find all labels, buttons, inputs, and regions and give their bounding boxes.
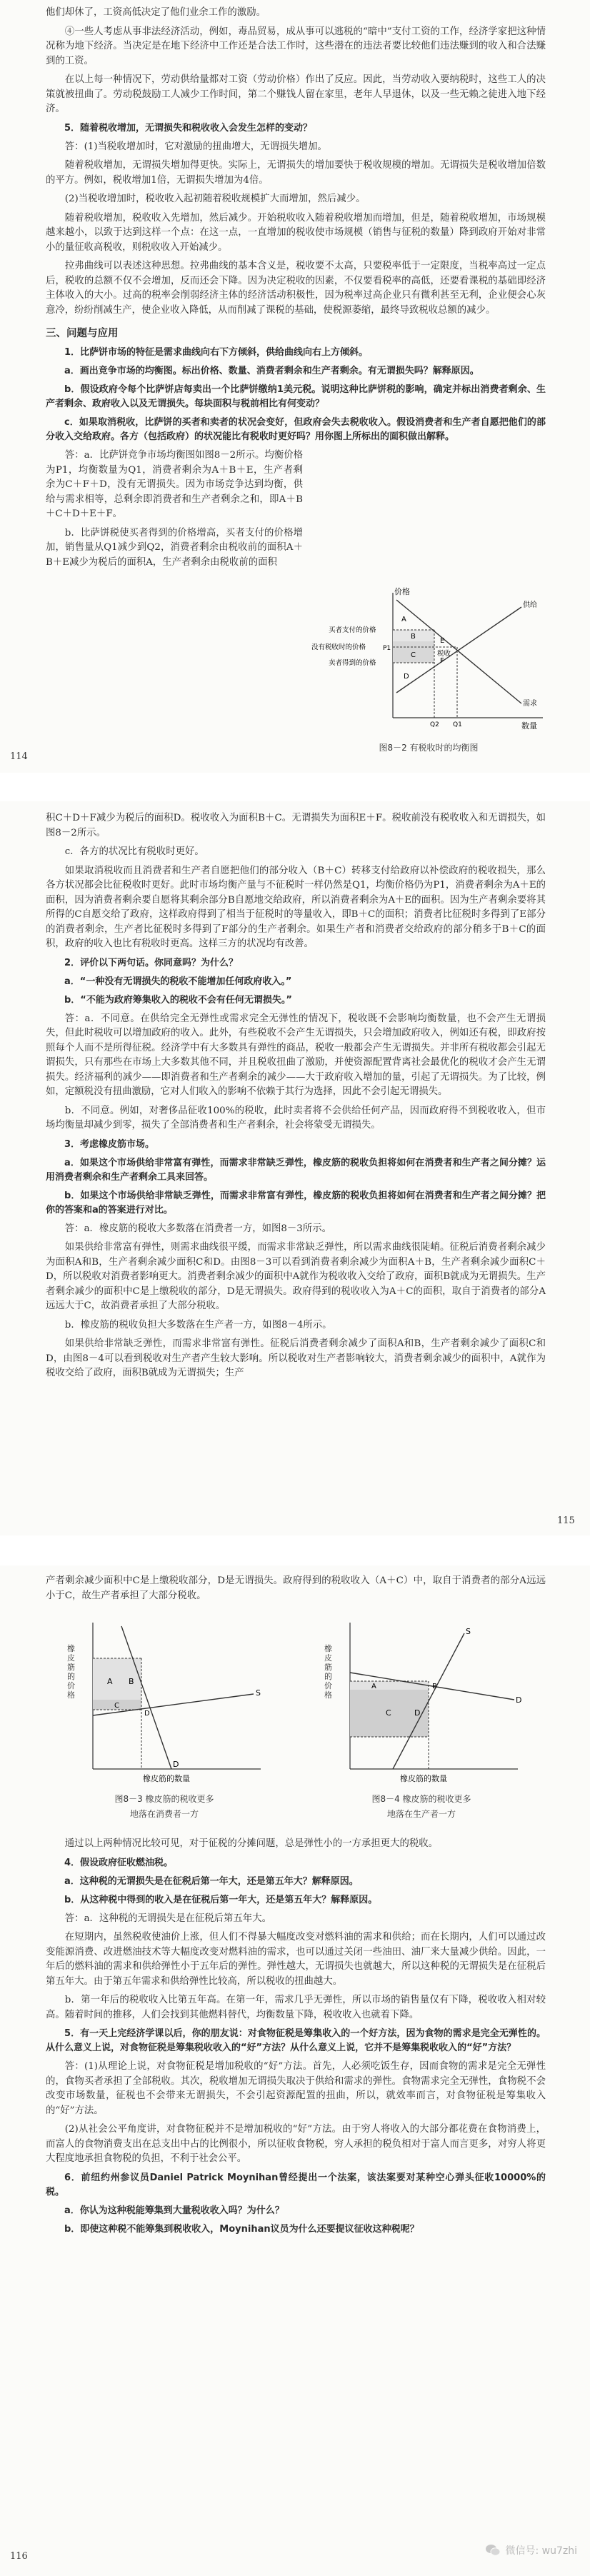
paragraph: 积C＋D＋F减少为税后的面积D。税收收入为面积B＋C。无谓损失为面积E＋F。税收前没有税收收入和无谓损失，如图8－2所示。: [46, 813, 546, 838]
paragraph: 产者剩余减少面积中C是上缴税收部分，D是无谓损失。政府得到的税收收入（A＋C）中，取自于消费者的部分A远远小于C，故生产者承担了大部分税收。: [46, 1575, 546, 1601]
figure-caption: 地落在生产者一方: [386, 1809, 456, 1819]
figure-8-2-svg: [307, 586, 550, 736]
answer-paragraph: 答：a．这种税的无谓损失是在征税后第五年大。: [64, 1913, 271, 1924]
question-part: a．如果这个市场供给非常富有弹性，而需求非常缺乏弹性，橡皮筋的税收负担将如何在消费者和生产者之间分摊？运用消费者剩余和生产者剩余工具来回答。: [46, 1157, 546, 1183]
paragraph: 通过以上两种情况比较可见，对于征税的分摊问题，总是弹性小的一方承担更大的税收。: [64, 1838, 439, 1849]
area-label-b: B: [432, 1683, 437, 1690]
area-label-a: A: [107, 1677, 113, 1686]
no-tax-price-label: 没有税收时的价格: [311, 643, 366, 651]
page-115: [0, 801, 590, 1535]
answer-paragraph: 答：a．不同意。在供给完全无弹性或需求完全无弹性的情况下，税收既不会影响均衡数量，也不会产生无谓损失，但此时税收可以增加政府的收入。此外，有些税收不会产生无谓损失，只会增加政府收入，例如还有税，即政府按照每个人而不是所得征税。经济学中有大多数具有弹性的商品，税收一般都会产生无谓损失。并非所有税收都会引起无谓损失，只有那些在市场上大多数其他不同，并且税收扭曲了激励，并使资源配置背离社会最优化的税收才会产生无谓损失。经济福利的减少——即消费者和生产者剩余的减少——大于政府收入增加的量，引起了无谓损失。为了比较，例如，定额税没有扭曲激励，它对人们收入的影响不依赖于其行为选择，因此不会引起无谓损失。: [46, 1013, 546, 1097]
question-title: 3．考虑橡皮筋市场。: [64, 1138, 155, 1150]
page-116: [0, 1565, 590, 2576]
figure-8-4-svg: [314, 1615, 529, 1787]
paragraph: ④一些人考虑从事非法经济活动，例如，毒品贸易，成从事可以逃税的“暗中”支付工资的工作，经济学家把这种情况称为地下经济。当决定是在地下经济中工作还是合法工作时，这些潜在的违法者要比较他们违法赚到的收入和合法赚到的工资。: [46, 26, 546, 66]
area-label: C: [411, 651, 416, 659]
area-label-c: C: [386, 1708, 391, 1718]
y-axis-label: 价格: [394, 587, 410, 596]
area-A-fill: [93, 1658, 141, 1700]
answer-paragraph: 答：a．比萨饼竞争市场均衡图如图8－2所示。均衡价格为P1，均衡数量为Q1，消费者剩余为A＋B＋E，生产者剩余为C＋F＋D，没有无谓损失。因为市场竞争达到均衡，供给与需求相等，总剩余即消费者和生产者剩余之和，即A＋B＋C＋D＋E＋F。: [46, 450, 303, 519]
wechat-icon: [485, 2544, 501, 2557]
figure-8-3: [57, 1615, 271, 1823]
p1-label: P1: [383, 645, 391, 652]
section-heading: 三、问题与应用: [46, 328, 119, 339]
area-label-d: D: [414, 1708, 421, 1718]
answer-paragraph: 在短期内，虽然税收使油价上涨，但人们不得暴大幅度改变对燃料油的需求和供给；而在长期内，人们可以通过改变能源消费、改进燃油技术等大幅度改变对燃料油的需求，也可以通过关闭一些油田、油厂来大量减少供给。因此，一年后的燃料油的需求和供给弹性小于五年后的弹性。弹性越大，无谓损失也就越大，所以这种税的无谓损失是在征税后第五年大。由于第五年需求和供给弹性比较高，所以税收的扭曲越大。: [46, 1932, 546, 1987]
buyers-price-label: 买者支付的价格: [329, 626, 376, 634]
q2-label: Q2: [430, 721, 439, 728]
question-title: 6．前纽约州参议员Daniel Patrick Moynihan曾经提出一个法案，该法案要对某种空心弹头征收10000%的税。: [46, 2172, 546, 2197]
area-label-c: C: [114, 1702, 119, 1710]
answer-paragraph: 答：a．橡皮筋的税收大多数落在消费者一方，如图8－3所示。: [64, 1223, 331, 1234]
x-axis-label: 橡皮筋的数量: [400, 1774, 447, 1783]
area-label: F: [440, 657, 444, 665]
page-gap: [0, 1535, 590, 1565]
question-part: b．“不能为政府筹集收入的税收不会有任何无谓损失。”: [64, 994, 292, 1006]
y-axis-label: 橡皮筋的价格: [67, 1644, 75, 1700]
question-part: a．画出竞争市场的均衡图。标出价格、数量、消费者剩余和生产者剩余。有无谓损失吗？解释原因。: [64, 366, 479, 376]
area-label-d: D: [144, 1710, 150, 1718]
paragraph: 他们却休了，工资高低决定了他们业余工作的激励。: [46, 7, 266, 18]
area-label-a: A: [371, 1683, 376, 1690]
question-part: b．从这种税中得到的收入是在征税后第一年大，还是第五年大？解释原因。: [64, 1894, 378, 1905]
paragraph: c．各方的状况比有税收时更好。: [64, 846, 204, 857]
figure-caption: 图8－3 橡皮筋的税收更多: [114, 1794, 214, 1804]
x-axis-label: 橡皮筋的数量: [143, 1774, 190, 1783]
answer-paragraph: 答：(1)当税收增加时，它对激励的扭曲增大，无谓损失增加。: [64, 141, 327, 152]
question-part: b．假设政府令每个比萨饼店每卖出一个比萨饼缴纳1美元税。说明这种比萨饼税的影响，确定并标出消费者剩余、生产者剩余、政府收入以及无谓损失。每块面积与税前相比有何变动？: [46, 384, 546, 409]
y-axis-label: 橡皮筋的价格: [324, 1644, 332, 1700]
figure-8-2: [307, 586, 550, 753]
wechat-watermark: [485, 2543, 577, 2557]
figure-caption: 地落在消费者一方: [129, 1809, 199, 1819]
answer-paragraph: (2)当税收增加时，税收收入起初随着税收规模扩大而增加，然后减少。: [64, 194, 366, 204]
q1-label: Q1: [453, 721, 462, 728]
tax-label: 税收: [437, 650, 451, 658]
question-title: 1．比萨饼市场的特征是需求曲线向右下方倾斜，供给曲线向右上方倾斜。: [64, 347, 369, 358]
answer-paragraph: b．比萨饼税使买者得到的价格增高，买者支付的价格增加，销售量从Q1减少到Q2，消费者剩余由税收前的面积A＋B＋E减少为税后的面积A，生产者剩余由税收前的面积: [46, 527, 303, 568]
answer-paragraph: 拉弗曲线可以表述这种思想。拉弗曲线的基本含义是，税收要不太高，只要税率低于一定限度，当税率高过一定点后，税收的总额不仅不会增加，反而还会下降。因为决定税收的因素，不仅要看税率的高低，还要看课税的基础即经济主体收入的大小。过高的税率会削弱经济主体的经济活动积极性，因为税率过高企业只有微利甚至无利，企业便会心灰意冷，纷纷削减生产，使企业收入降低，从而削减了课税的基础，使税源萎缩，最终导致税收总额的减少。: [46, 261, 546, 316]
answer-paragraph: 答：(1)从理论上说，对食物征税是增加税收的“好”方法。首先，人必须吃饭生存，因而食物的需求是完全无弹性的，食物买者承担了全部税收。其次，税收增加无谓损失取决于供给和需求的弹性。食物需求完全无弹性，食物税不会改变市场数量，征税也不会带来无谓损失，不会引起资源配置的扭曲，所以，就效率而言，对食物征税是筹集收入的“好”方法。: [46, 2061, 546, 2116]
answer-paragraph: 如果供给非常缺乏弹性，而需求非常富有弹性。征税后消费者剩余减少了面积A和B，生产者剩余减少了面积C和D，由图8－4可以看到税收对生产者产生较大影响。所以税收对生产者影响较大，消费者剩余减少的面积中，A就作为税收交给了政府，面积B就成为无谓损失；生产: [46, 1338, 546, 1378]
figure-caption: 图8－4 橡皮筋的税收更多: [371, 1794, 471, 1804]
question-part: c．如果取消税收，比萨饼的买者和卖者的状况会变好，但政府会失去税收收入。假设消费者和生产者自愿把他们的部分收入交给政府。各方（包括政府）的状况能比有税收时更好吗？用你图上所标出的面积做出解释。: [46, 417, 546, 442]
paragraph: 如果取消税收而且消费者和生产者自愿把他们的部分收入（B＋C）转移支付给政府以补偿政府的税收损失，那么各方状况都会比征税收时更好。此时市场均衡产量与不征税时一样仍然是Q1，均衡价格仍为P1，消费者剩余为A＋E的面积，因为消费者剩余要自愿将其剩余部分B自愿地交给政府，所以消费者剩余为A＋E的面积。因为生产者剩余要将其所得的C自愿交给了政府，这样政府得到了相当于征税时的等量收入，即B＋C的面积；消费者比征税时多得到了E部分的消费者剩余，生产者比征税时多得到了F部分的生产者剩余。如果生产者和消费者交给政府的部分稍多于B＋C的面积，政府的收入也比有税收时更高。这样三方的状况均有改善。: [46, 865, 546, 949]
supply-label: S: [256, 1688, 261, 1698]
page-number: 115: [557, 1515, 575, 1526]
page-114: [0, 0, 590, 773]
answer-paragraph: b．橡皮筋的税收负担大多数落在生产者一方，如图8－4所示。: [64, 1319, 332, 1330]
demand-label: D: [173, 1760, 179, 1769]
area-label: A: [401, 616, 406, 623]
paragraph: 在以上每一种情况下，劳动供给量都对工资（劳动价格）作出了反应。因此，当劳动收入要纳税时，这些工人的决策就被扭曲了。劳动税鼓励工人减少工作时间，第二个赚钱人留在家里，老年人早退休，以及一些无赖之徒进入地下经济。: [46, 74, 546, 114]
demand-label: D: [516, 1695, 522, 1705]
page-number: 116: [10, 2551, 28, 2562]
question-title: 5．随着税收增加，无谓损失和税收收入会发生怎样的变动？: [64, 122, 313, 134]
figure-8-3-svg: [57, 1615, 271, 1787]
question-part: a．“一种没有无谓损失的税收不能增加任何政府收入。”: [64, 976, 292, 987]
area-label: D: [404, 673, 409, 681]
supply-label: S: [466, 1627, 471, 1636]
area-label-b: B: [129, 1677, 134, 1686]
figure-8-4: [314, 1615, 529, 1823]
page-number: 114: [10, 751, 28, 762]
question-part: a．你认为这种税能筹集到大量税收收入吗？为什么？: [64, 2205, 284, 2216]
demand-label: 需求: [523, 700, 537, 708]
area-A-fill: [350, 1681, 429, 1690]
sellers-price-label: 卖者得到的价格: [329, 659, 376, 667]
supply-label: 供给: [523, 601, 537, 609]
answer-paragraph: (2)从社会公平角度讲，对食物征税并不是增加税收的“好”方法。由于穷人将收入的大部分都花费在食物消费上，而富人的食物消费支出在总支出中占的比例很小，所以征收食物税，穷人承担的税负相对于富人而言更多，对穷人将更大程度地承担食物税的负担，不利于社会公平。: [46, 2124, 546, 2164]
question-part: b．即使这种税不能筹集到税收收入，Moynihan议员为什么还要提议征收这种税呢？: [64, 2223, 419, 2235]
question-part: b．如果这个市场供给非常缺乏弹性，而需求非常富有弹性，橡皮筋的税收负担将如何在消费者和生产者之间分摊？把你的答案和a的答案进行对比。: [46, 1190, 546, 1216]
question-title: 5．有一天上完经济学课以后，你的朋友说：对食物征税是筹集收入的一个好方法，因为食物的需求是完全无弹性的。从什么意义上说，对食物征税是筹集税收收入的“好”方法？从什么意义上说，它并不是筹集税收收入的“好”方法？: [46, 2028, 546, 2053]
question-title: 4．假设政府征收燃油税。: [64, 1857, 174, 1868]
watermark-text: 微信号: wu7zhi: [505, 2545, 577, 2557]
answer-paragraph: b．第一年后的税收收入比第五年高。在第一年，需求几乎无弹性，所以市场的销售量仅有下降，税收收入相对较高。随着时间的推移，人们会找到其他燃料替代，均衡数量下降，税收收入也就着下降。: [46, 1995, 546, 2020]
answer-paragraph: 随着税收增加，税收收入先增加，然后减少。开始税收收入随着税收增加而增加，但是，随着税收增加，市场规模越来越小，以致于达到这样一个点：在这一点，一直增加的税收使市场规模（销售与征税的数量）降到政府开始对非常小的量征收高税收，则税收收入开始减少。: [46, 212, 546, 253]
figure-caption: 图8－2 有税收时的均衡图: [379, 743, 479, 753]
question-part: a．这种税的无谓损失是在征税后第一年大，还是第五年大？解释原因。: [64, 1875, 359, 1887]
area-label: E: [440, 637, 445, 645]
x-axis-label: 数量: [521, 721, 537, 731]
page-gap: [0, 773, 590, 801]
answer-paragraph: 随着税收增加，无谓损失增加得更快。实际上，无谓损失的增加要快于税收规模的增加。无谓损失是税收增加倍数的平方。例如，税收增加1倍，无谓损失增加为4倍。: [46, 160, 546, 186]
answer-paragraph: b．不同意。例如，对奢侈品征收100%的税收，此时卖者将不会供给任何产品，因而政府得不到税收收入，但市场均衡量却减少到零，损失了全部消费者和生产者剩余，社会将蒙受无谓损失。: [46, 1105, 546, 1131]
answer-paragraph: 如果供给非常富有弹性，则需求曲线很平缓，而需求非常缺乏弹性，所以需求曲线很陡峭。征税后消费者剩余减少为面积A和B，生产者剩余减少面积C和D。由图8－3可以看到消费者剩余减少为面积A＋B，生产者剩余减少面积C＋D，所以税收对消费者影响更大。消费者剩余减少的面积中A就作为税收收入交给了政府，面积B就成为无谓损失。生产者剩余减少的面积中C是上缴税收的部分，D是无谓损失。政府得到的税收收入为A＋C的面积，取自于消费者的部分A远远大于C，故消费者承担了大部分税收。: [46, 1242, 546, 1311]
area-label: B: [411, 633, 416, 641]
question-title: 2．评价以下两句话。你同意吗？为什么？: [64, 957, 239, 968]
